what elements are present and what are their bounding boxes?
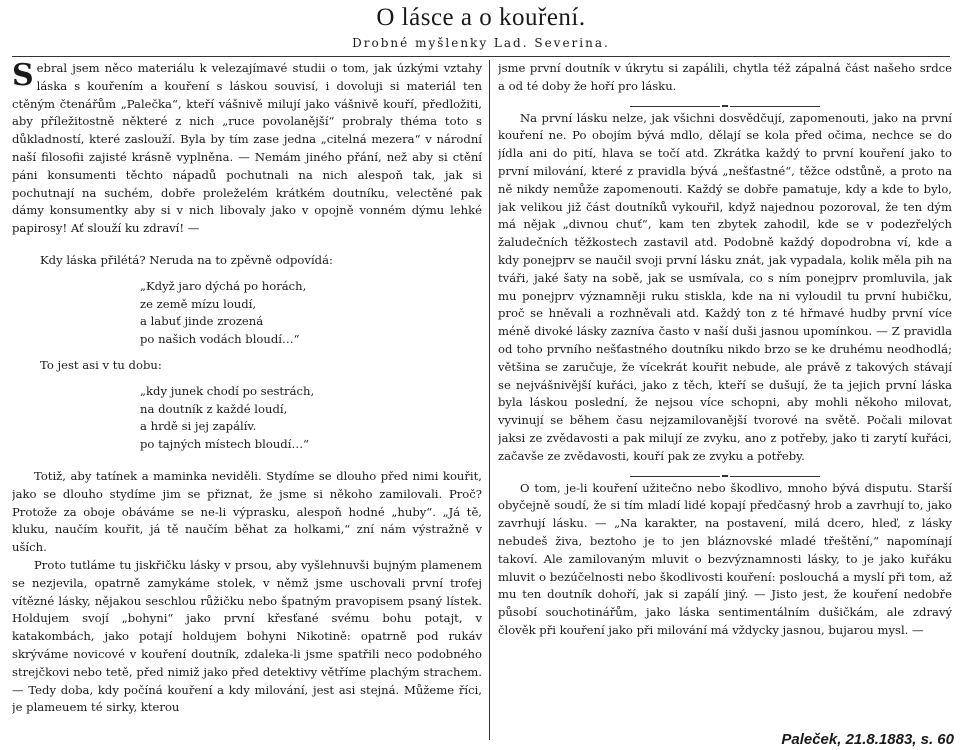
left-column xyxy=(12,60,482,750)
paragraph-3: Proto tutláme tu jiskřičku lásky v prsou, aby vyšlehnuvši bujným plamenem se nezjevila, opatrně zamykáme stolek, v němž jsme uschovali první trofej vítězné lásky, nějakou seschlou růžičku nebo špatným pravopisem psaný lístek. Holdujem svojí „bohyni“ jako první křesťané svému bohu potajt, v katakombách, jako potají holdujem bohyni Nikotině: opatrně pod rukáv skrýváme novicové v kouření doutník, zdaleka-li jsme spatřili neco podobného strejčkovi nebo tetě, před nimiž jako před detektivy větříme plachým strachem. — Tedy doba, kdy počíná kouření a kdy milování, jest asi stejná. Můžeme říci, je plameuem té sirky, kterou xyxy=(12,557,482,715)
verse-line: „kdy junek chodí po sestrách, xyxy=(140,383,315,398)
question-2: To jest asi v tu dobu: xyxy=(40,357,162,372)
section-ornament xyxy=(498,98,952,108)
section-ornament xyxy=(498,468,952,478)
verse-line: a hrdě si jej zapálív. xyxy=(140,419,257,434)
verse-line: po našich vodách bloudí…“ xyxy=(140,332,300,347)
title-rule xyxy=(12,56,950,57)
verse-line: na doutník z každé loudí, xyxy=(140,401,288,416)
verse-2 xyxy=(140,383,482,454)
intro-paragraph xyxy=(12,60,482,238)
paragraph-2: Totiž, aby tatínek a maminka neviděli. Stydíme se dlouho před nimi kouřit, jako se dlouho stydíme jim se přiznat, že jsme si někoho zamilovali. Proč? Protože za oboje obáváme se ne-li výprasku, alespoň hodné „huby“. „Já tě, kluku, naučím kouřit, já tě naučím běhat za holkami,“ zní nám výstražně v uších. xyxy=(12,468,482,555)
intro-text: ebral jsem něco materiálu k velezajímavé studii o tom, jak úzkými vztahy láska s kouřením a kouření s láskou souvisí, i dovoluji si materiál ten ctěným čtenářům „Palečka“, kteří vášnivě milují jako vášnivě kouří, předložiti, aby příležitostně některé z nich „ruce povolanější“ probraly théma toto s důkladností, které zaslouží. Byla by tím zase jedna „citelná mezera“ v národní naší filosofii zajisté krásně vyplněna. — Nemám jiného přání, než aby si ctění páni konsumenti těchto nápadů pochutnali na nich alespoň tak, jak si pochutnají na suchém, dobře proleželém krátkém doutníku, velectěné pak dámy konsumentky aby si v nich libovaly jako v opojně vonném dýmu lehké papirosy! Ať slouží ku zdraví! — xyxy=(12,61,482,236)
verse-line: a labuť jinde zrozená xyxy=(140,314,264,329)
source-caption: Paleček, 21.8.1883, s. 60 xyxy=(781,731,954,748)
verse-line: ze země mízu loudí, xyxy=(140,296,257,311)
column-separator xyxy=(489,60,490,740)
verse-1 xyxy=(140,278,482,349)
article-title: O lásce a o kouření. xyxy=(376,4,586,31)
article-subtitle: Drobné myšlenky Lad. Severina. xyxy=(352,36,610,50)
continuation-paragraph: jsme první doutník v úkrytu si zapálili, chytla též zápalná část našeho srdce a od té doby že hoří pro lásku. xyxy=(498,61,952,93)
drop-cap: S xyxy=(12,60,34,93)
verse-line: po tajných místech bloudí…“ xyxy=(140,437,309,452)
paragraph-disputation: O tom, je-li kouření užitečno nebo škodlivo, mnoho bývá disputu. Starší obyčejně soudí, že si tím mladí lidé kopají předčasný hrob a zavrhují to, jako zavrhují lásku. — „Na karakter, na postavení, milá dcero, hleď, z lásky nebudeš živa, beztoho je to jen bláznovské mladé třeštění,“ napomínají takoví. Ale zamilovaným mluvit o bezvýznamnosti lásky, to je jako kuřáku mluvit o bezúčelnosti nebo škodlivosti kouření: poslouchá a myslí při tom, až mu ten doutník dohoří, jak si zapálí jiný. — Jisto jest, že kouření nedobře působí souchotinářům, jako láska sentimentálním dušičkám, ale zdravý člověk při kouření jako při milování má vždycky jasnou, bujarou mysl. — xyxy=(498,480,952,637)
paragraph-first-love: Na první lásku nelze, jak všichni dosvědčují, zapomenouti, jako na první kouření ne. Po obojím bývá mdlo, dělají se kola před očima, nechce se do jídla ani do pití, hlava se točí atd. Zkrátka každý to první kouření jako to první milování, které z pravidla bývá „nešťastné“, těžce odstůně, a proto na ně nikdy nemůže zapomenouti. Každý se dobře pamatuje, kdy a kde to bylo, jak velikou již část doutníků vykouřil, když najednou pozoroval, že ten dým má nějak „divnou chuť“, kam ten zbytek zahodil, kde se v podezřelých žaludečních těžkostech zastavil atd. Podobně každý dopodrobna ví, kde a kdy ponejprv se naučil svoji první lásku znát, jak vypadala, kolik měla pih na tváři, jaké šaty na sobě, jak se usmívala, co s ním ponejprv promluvila, jak mu ponejprv významněji ruku stiskla, kde na ni vyloudil tu první hubičku, proč se hněvali a rozhněvali atd. Každý ton z té hřmavé hudby první více méně divoké lásky zazníva často v naší duši jasnou upomínkou. — Z pravidla od toho prvního nešťastného doutníku nikdo brzo se ke druhému neodhodlá; většina se zaručuje, že vícekrát kouřit nebude, ale právě z takových stávají se nejvášnivější kuřáci, jako z těch, kteří se dušují, že ta jejich první láska byla láskou poslední, že nejsou více schopni, aby mohli někoho milovat, vyvinují se během času nejzamilovanější tvorové na světě. Počali milovat jaksi ze zvědavosti a pak milují ze zvyku, ano z potřeby, jako ti zarytí kuřáci, začavše ze zvědavosti, kouří pak ze zvyku a potřeby. xyxy=(498,110,952,463)
right-column xyxy=(498,60,952,750)
question-1: Kdy láska přilétá? Neruda na to zpěvně odpovídá: xyxy=(40,252,333,267)
verse-line: „Když jaro dýchá po horách, xyxy=(140,278,307,293)
